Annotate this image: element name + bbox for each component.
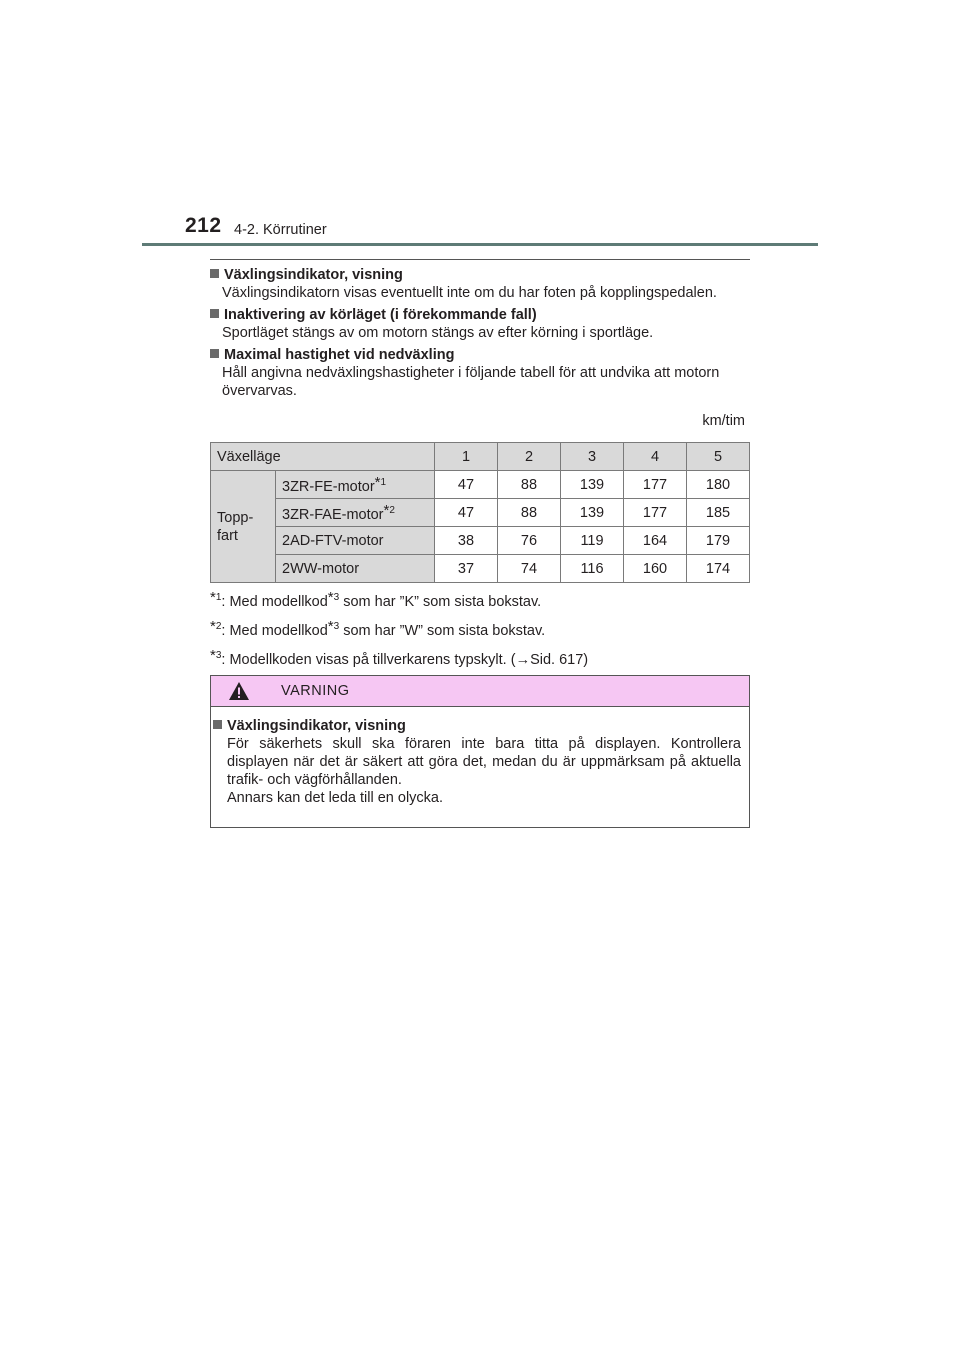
section-heading: Inaktivering av körläget (i förekommande fall) [224, 307, 537, 323]
table-row [211, 555, 750, 583]
warning-text: För säkerhets skull ska föraren inte bara titta på displayen. Kontrollera displayen när det är säkert att göra det, medan du är uppmärksam på aktuella trafik- och vägförhållanden. [227, 736, 741, 788]
page-number: 212 [185, 214, 222, 237]
footnote: *$^3$: Modellkoden visas på tillverkarens typskylt. (→Sid. 617) [210, 647, 589, 668]
unit-label: km/tim [702, 413, 745, 429]
table-header-cell: 4 [624, 443, 687, 471]
table-header-cell: 1 [435, 443, 498, 471]
value-cell: 37 [435, 555, 498, 583]
value-cell: 139 [561, 471, 624, 499]
value-cell: 76 [498, 527, 561, 555]
warning-header [211, 676, 749, 707]
row-group-label: Topp- fart [211, 471, 276, 583]
page-link[interactable]: Sid. 617) [530, 652, 589, 668]
value-cell: 88 [498, 499, 561, 527]
footnotes [210, 589, 750, 669]
value-cell: 174 [687, 555, 750, 583]
warning-content [211, 707, 749, 807]
header-rule [142, 243, 818, 246]
square-bullet-icon [210, 309, 219, 318]
value-cell: 47 [435, 499, 498, 527]
section-text: Växlingsindikatorn visas eventuellt inte om du har foten på kopplingspedalen. [222, 285, 717, 301]
engine-cell: 3ZR-FE-motor*$^1$ [276, 471, 435, 499]
section-heading: Växlingsindikator, visning [224, 267, 403, 283]
table-row [211, 471, 750, 499]
value-cell: 47 [435, 471, 498, 499]
warning-triangle-icon [228, 681, 250, 701]
content-rule [210, 259, 750, 260]
value-cell: 180 [687, 471, 750, 499]
engine-cell: 3ZR-FAE-motor*$^2$ [276, 499, 435, 527]
section-max-speed [210, 346, 750, 400]
engine-cell: 2WW-motor [276, 555, 435, 583]
engine-cell: 2AD-FTV-motor [276, 527, 435, 555]
table-header-cell: Växelläge [211, 443, 435, 471]
section-drive-mode [210, 306, 750, 342]
value-cell: 164 [624, 527, 687, 555]
value-cell: 177 [624, 471, 687, 499]
table-header-cell: 5 [687, 443, 750, 471]
value-cell: 179 [687, 527, 750, 555]
table-header-row [211, 443, 750, 471]
table-row [211, 527, 750, 555]
value-cell: 38 [435, 527, 498, 555]
footnote: *$^1$: Med modellkod*$^3$ som har ”K” som sista bokstav. [210, 589, 542, 610]
warning-box [210, 675, 750, 828]
section-title: 4-2. Körrutiner [234, 222, 327, 238]
value-cell: 160 [624, 555, 687, 583]
value-cell: 185 [687, 499, 750, 527]
warning-label: VARNING [281, 683, 350, 699]
square-bullet-icon [210, 269, 219, 278]
value-cell: 177 [624, 499, 687, 527]
table-header-cell: 2 [498, 443, 561, 471]
square-bullet-icon [210, 349, 219, 358]
section-text: Håll angivna nedväxlingshastigheter i följande tabell för att undvika att motorn övervarvas. [222, 365, 720, 399]
warning-text: Annars kan det leda till en olycka. [227, 790, 444, 806]
warning-title: Växlingsindikator, visning [227, 718, 406, 734]
arrow-icon: → [515, 652, 531, 668]
value-cell: 139 [561, 499, 624, 527]
square-bullet-icon [213, 720, 222, 729]
footnote: *$^2$: Med modellkod*$^3$ som har ”W” som sista bokstav. [210, 618, 546, 639]
section-text: Sportläget stängs av om motorn stängs av efter körning i sportläge. [222, 325, 654, 341]
value-cell: 119 [561, 527, 624, 555]
table-row [211, 499, 750, 527]
value-cell: 74 [498, 555, 561, 583]
downshift-speed-table [210, 442, 750, 583]
table-header-cell: 3 [561, 443, 624, 471]
value-cell: 88 [498, 471, 561, 499]
main-content [210, 266, 750, 676]
section-heading: Maximal hastighet vid nedväxling [224, 347, 455, 363]
value-cell: 116 [561, 555, 624, 583]
section-shift-indicator [210, 266, 750, 302]
